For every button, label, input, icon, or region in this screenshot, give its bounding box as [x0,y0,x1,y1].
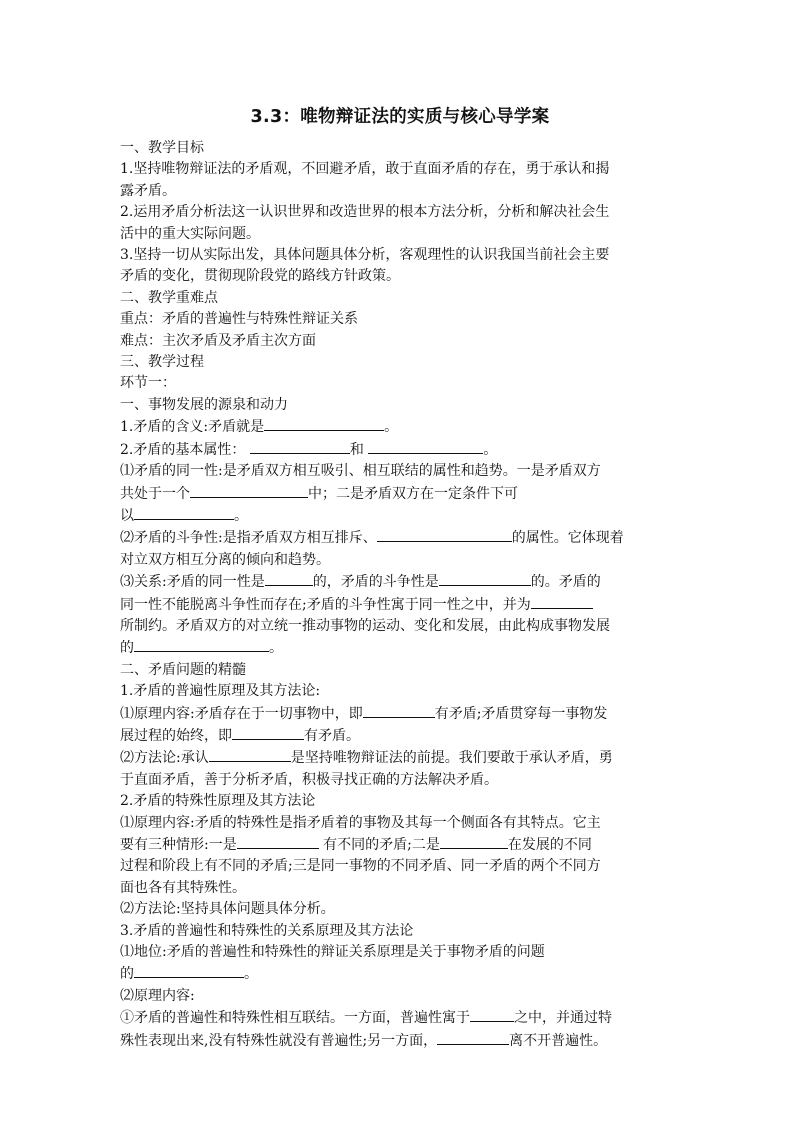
text-segment: 2.运用矛盾分析法这一认识世界和改造世界的根本方法分析，分析和解决社会生 [120,204,610,221]
fill-in-blank [237,834,319,849]
text-segment: ①矛盾的普遍性和特殊性相互联结。一方面，普遍性寓于 [120,1010,470,1027]
text-line [120,660,680,681]
text-line [120,878,680,899]
text-segment: 。 [384,419,399,436]
text-segment: 环节一： [120,375,176,392]
text-segment: ⑴原理内容:矛盾的特殊性是指矛盾着的事物及其每一个侧面各有其特点。它主 [120,814,601,831]
document-body [120,138,680,1052]
fill-in-blank [232,725,304,740]
text-segment: ⑴原理内容:矛盾存在于一切事物中，即 [120,705,363,722]
text-segment: 一、教学目标 [120,140,204,156]
text-segment: 所制约。矛盾双方的对立统一推动事物的运动、变化和发展，由此构成事物发展 [120,617,610,634]
text-segment: 过程和阶段上有不同的矛盾;三是同一事物的不同矛盾、同一矛盾的两个不同方 [120,858,601,875]
text-line [120,813,680,834]
text-segment: 面也各有其特殊性。 [120,879,246,896]
text-segment: ⑵原理内容: [120,987,195,1004]
text-segment: 中；二是矛盾双方在一定条件下可 [308,485,518,502]
text-segment: 二、矛盾问题的精髓 [120,661,246,678]
text-segment: ⑵方法论:承认 [120,750,209,767]
text-segment: 殊性表现出来,没有特殊性就没有普遍性;另一方面， [120,1032,438,1049]
text-segment: 3.矛盾的普遍性和特殊性的关系原理及其方法论 [120,922,414,939]
text-line [120,571,680,593]
text-segment: 三、教学过程 [120,354,204,371]
fill-in-blank [265,571,313,586]
fill-in-blank [134,637,269,652]
text-segment: 有矛盾;矛盾贯穿每一事物发 [434,705,608,722]
text-line [120,505,680,527]
text-line [120,331,680,352]
text-line [120,921,680,942]
text-line [120,681,680,702]
text-segment: 共处于一个 [120,485,190,502]
text-segment: 的。矛盾的 [530,574,601,591]
text-segment: ⑴地位:矛盾的普遍性和特殊性的辩证关系原理是关于事物矛盾的问题 [120,944,545,961]
text-segment: 同一性不能脱离斗争性而存在;矛盾的斗争性寓于同一性之中，并为 [120,596,531,613]
text-line [120,899,680,920]
text-segment: 的 [120,966,134,983]
text-line [120,637,680,659]
text-line [120,963,680,985]
text-segment: 。 [269,640,283,657]
fill-in-blank [470,1007,514,1022]
text-line [120,395,680,416]
text-segment: 1.坚持唯物辩证法的矛盾观，不回避矛盾，敢于直面矛盾的存在，勇于承认和揭 [120,161,610,178]
text-segment: 重点：矛盾的普遍性与特殊性辩证关系 [120,311,358,328]
text-line [120,770,680,791]
text-line [120,986,680,1007]
text-segment: 展过程的始终，即 [120,727,232,744]
text-line [120,202,680,223]
text-line [120,483,680,505]
page-title: 3.3：唯物辩证法的实质与核心导学案 [250,107,550,127]
text-line [120,942,680,963]
text-line [120,416,680,438]
text-segment: 3.坚持一切从实际出发，具体问题具体分析，客观理性的认识我国当前社会主要 [120,247,610,264]
fill-in-blank [134,505,234,520]
text-segment: 和 [349,441,369,458]
text-segment: 活中的重大实际问题。 [120,225,260,242]
text-segment: 1.矛盾的含义:矛盾就是 [120,419,265,436]
text-line [120,266,680,287]
text-segment: 露矛盾。 [120,182,176,199]
text-line [120,373,680,394]
text-segment: 2.矛盾的特殊性原理及其方法论 [120,793,316,810]
text-line [120,138,680,159]
fill-in-blank [368,439,483,454]
document-page [120,104,680,1052]
text-segment: 有矛盾。 [304,727,360,744]
text-line [120,181,680,202]
fill-in-blank [209,747,291,762]
text-segment: ⑵矛盾的斗争性:是指矛盾双方相互排斥、 [120,530,377,547]
text-segment: ⑴矛盾的同一性:是矛盾双方相互吸引、相互联结的属性和趋势。一是矛盾双方 [120,463,601,480]
text-line [120,616,680,637]
text-line [120,1030,680,1052]
text-segment: 离不开普遍性。 [509,1032,608,1049]
fill-in-blank [134,963,244,978]
fill-in-blank [250,439,350,454]
text-line [120,725,680,747]
text-line [120,352,680,373]
text-segment: 之中，并通过特 [514,1010,612,1027]
text-line [120,1007,680,1029]
fill-in-blank [439,571,531,586]
fill-in-blank [437,1030,509,1045]
text-segment: 矛盾的变化，贯彻现阶段党的路线方针政策。 [120,268,400,285]
text-segment: 。 [483,441,498,458]
text-segment: 难点：主次矛盾及矛盾主次方面 [120,332,316,349]
text-segment: 在发展的不同 [507,837,592,853]
text-segment: 于直面矛盾，善于分析矛盾，积极寻找正确的方法解决矛盾。 [120,771,498,788]
fill-in-blank [440,834,508,849]
text-segment: ⑵方法论:坚持具体问题具体分析。 [120,901,335,918]
text-segment: 一、事物发展的源泉和动力 [120,396,288,413]
text-segment: 。 [234,507,248,524]
fill-in-blank [190,483,308,498]
text-line [120,309,680,330]
text-line [120,550,680,571]
text-line [120,224,680,245]
text-segment: 的 [120,640,134,657]
text-segment: 2.矛盾的基本属性： [120,441,250,458]
text-line [120,439,680,461]
text-segment: 有不同的矛盾;二是 [318,837,440,853]
text-line [120,703,680,725]
text-line [120,834,680,856]
text-segment: 的，矛盾的斗争性是 [312,574,439,591]
text-line [120,245,680,266]
text-line [120,527,680,549]
text-line [120,791,680,812]
text-segment: 。 [244,966,258,983]
text-line [120,856,680,877]
fill-in-blank [531,594,593,609]
text-line [120,747,680,769]
text-segment: 以 [120,507,134,524]
text-segment: 是坚持唯物辩证法的前提。我们要敢于承认矛盾，勇 [290,750,613,767]
text-segment: 的属性。它体现着 [511,530,624,547]
text-segment: ⑶关系:矛盾的同一性是 [120,574,265,591]
text-segment: 二、教学重难点 [120,289,218,306]
text-segment: 要有三种情形:一是 [120,837,237,853]
text-line [120,159,680,180]
text-segment: 1.矛盾的普遍性原理及其方法论: [120,683,321,700]
text-line [120,461,680,482]
text-segment: 对立双方相互分离的倾向和趋势。 [120,551,330,568]
text-line [120,594,680,616]
fill-in-blank [377,527,512,542]
text-line [120,288,680,309]
fill-in-blank [264,416,384,431]
fill-in-blank [363,703,435,718]
